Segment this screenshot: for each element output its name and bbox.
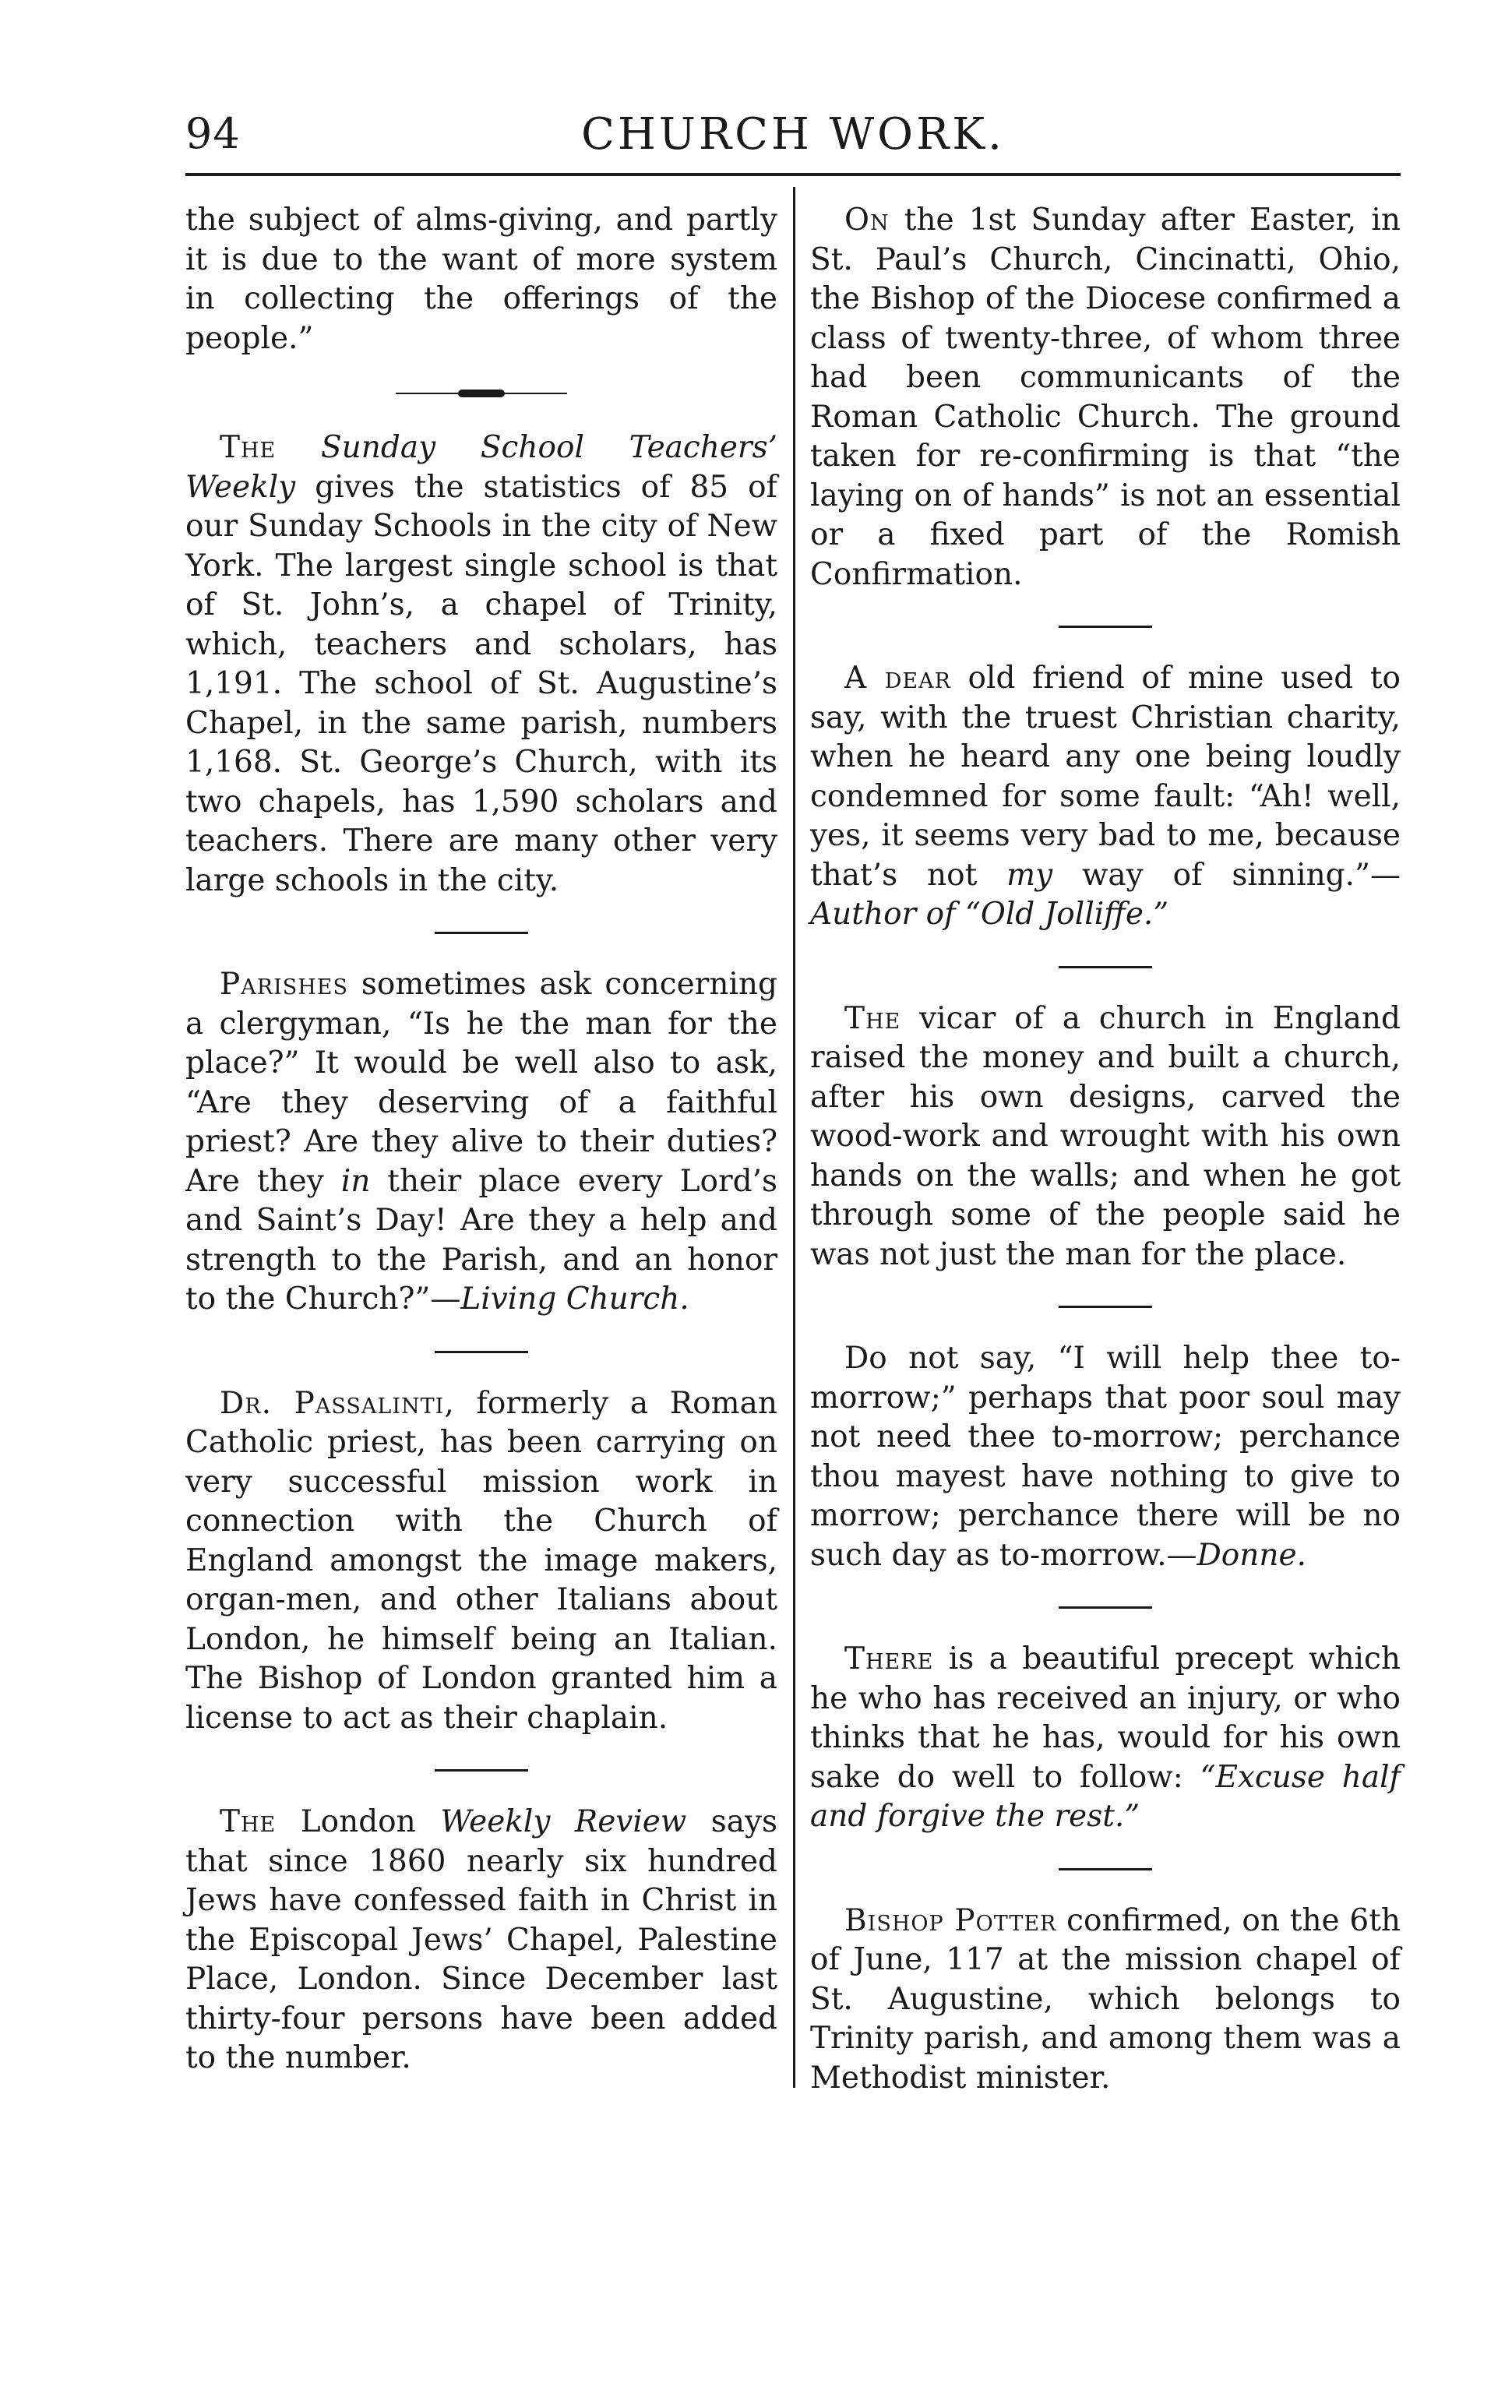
article-vicar	[810, 1000, 1401, 1275]
article-lead: Bishop Potter	[844, 1902, 1057, 1938]
article-text: sometimes ask concerning a clergyman, “Is he the man for the place?” It would be well also to ask, “Are they deserving of a faithful priest? Are they alive to their duties? Are they	[185, 967, 777, 1199]
emphasis-word: in	[340, 1163, 371, 1199]
section-divider	[1059, 1606, 1152, 1609]
article-text: gives the statistics of 85 of our Sunday Schools in the city of New York. The largest single school is that of St. John’s, a chapel of Trinity, which, teachers and scholars, has 1,191. The school of St. Augustine’s Chapel, in the same parish, numbers 1,168. St. George’s Church, with its two chapels, has 1,590 scholars and teachers. There are many other very large schools in the city.	[185, 469, 777, 898]
source-attribution: Author of “Old Jolliffe.”	[810, 897, 1169, 932]
section-divider	[1059, 626, 1152, 628]
article-do-not-say	[810, 1339, 1401, 1575]
article-text: their place every Lord’s and Saint’s Day! Are they a help and strength to the Parish, and an honor to the Church?”—	[185, 1163, 778, 1317]
article-text: is a beautiful precept which he who has received an injury, or who thinks that he has, would for his own sake do well to follow:	[810, 1641, 1401, 1795]
article-sunday-school-statistics	[185, 428, 777, 901]
article-text: the subject of alms-giving, and partly it is due to the want of more system in collecting the offerings of the people.”	[185, 203, 777, 356]
section-divider	[435, 1351, 528, 1353]
emphasis-word: my	[1006, 857, 1053, 893]
page-number: 94	[185, 109, 241, 158]
article-lead: The	[220, 1804, 277, 1839]
article-alms-giving-continued	[185, 201, 777, 358]
article-lead: There	[844, 1641, 934, 1676]
article-lead: On	[844, 203, 890, 238]
article-lead: The	[220, 430, 277, 465]
quoted-precept: “Excuse half and forgive the rest.”	[810, 1759, 1401, 1834]
right-column	[810, 201, 1401, 2098]
article-text: says that since 1860 nearly six hundred Jews have confessed faith in Christ in the Episcopal Jews’ Chapel, Palestine Place, London. Since December last thirty-four persons have been added to the number.	[185, 1804, 778, 2075]
section-divider	[1059, 1868, 1152, 1870]
publication-title: Sunday School Teachers’ Weekly	[185, 430, 777, 505]
article-text: formerly a Roman Catholic priest, has been carrying on very successful mission work in connection with the Church of England amongst the image makers, organ-men, and other Italians about London, he himself being an Italian. The Bishop of London granted him a license to act as their chaplain.	[185, 1385, 777, 1736]
article-precept	[810, 1640, 1401, 1837]
article-old-friend	[810, 659, 1401, 935]
article-text: confirmed, on the 6th of June, 117 at the mission chapel of St. Augustine, which belongs to Trinity parish, and among them was a Methodist minister.	[810, 1902, 1401, 2096]
source-attribution: Donne.	[1197, 1537, 1306, 1573]
left-column	[185, 201, 777, 2078]
column-divider	[793, 187, 795, 2088]
ornamental-divider	[396, 390, 567, 397]
article-parishes	[185, 965, 777, 1320]
article-passalinti	[185, 1384, 777, 1739]
page-header	[185, 109, 1401, 171]
article-text: the 1st Sunday after Easter, in St. Paul’s Church, Cincinatti, Ohio, the Bishop of the Diocese confirmed a class of twenty-three, of whom three had been communicants of the Roman Catholic Church. The ground taken for re-confirming is that “the laying on of hands” is not an essential or a fixed part of the Romish Confirmation.	[810, 203, 1401, 592]
article-lead: A dear	[844, 661, 951, 696]
section-divider	[435, 932, 528, 934]
article-lead: Parishes	[220, 967, 348, 1002]
article-text: old friend of mine used to say, with the truest Christian charity, when he heard any one being loudly condemned for some fault: “Ah! well, yes, it seems very bad to me, because that’s not	[810, 661, 1401, 893]
article-text: vicar of a church in England raised the money and built a church, after his own designs, carved the wood-work and wrought with his own hands on the walls; and when he got through some of the people said he was not just the man for the place.	[810, 1000, 1401, 1272]
article-weekly-review	[185, 1803, 777, 2078]
section-divider	[1059, 966, 1152, 968]
article-lead: The	[844, 1000, 901, 1036]
publication-title: Weekly Review	[440, 1804, 687, 1839]
section-divider	[1059, 1306, 1152, 1308]
article-bishop-potter	[810, 1902, 1401, 2099]
article-lead: Dr. Passalinti,	[220, 1385, 455, 1421]
header-rule	[185, 173, 1401, 176]
running-title: CHURCH WORK.	[581, 109, 1005, 160]
article-text: way of sinning.”—	[1082, 857, 1401, 893]
article-text: Do not say, “I will help thee to-morrow;” perhaps that poor soul may not need thee to-morrow; perchance thou mayest have nothing to give to morrow; perchance there will be no such day as to-morrow.—	[810, 1341, 1401, 1573]
article-cincinatti-confirmation	[810, 201, 1401, 594]
source-attribution: Living Church.	[460, 1282, 689, 1317]
article-text: London	[300, 1804, 416, 1839]
section-divider	[435, 1769, 528, 1772]
